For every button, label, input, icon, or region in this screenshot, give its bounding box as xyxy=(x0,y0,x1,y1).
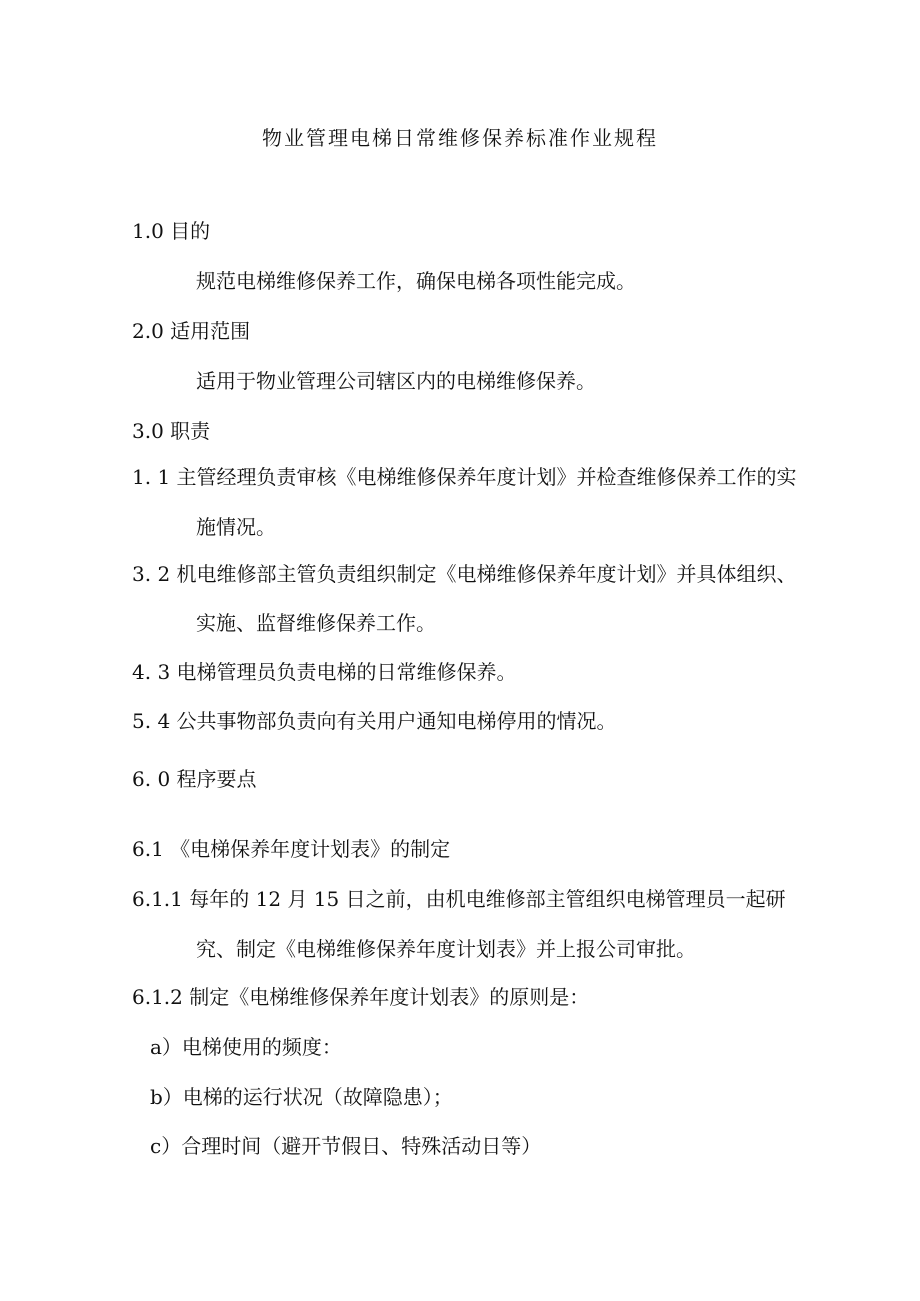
subsection-heading-6-1: 6.1 《电梯保养年度计划表》的制定 xyxy=(132,837,451,861)
list-item-6-1-1-cont: 究、制定《电梯维修保养年度计划表》并上报公司审批。 xyxy=(196,937,696,961)
section-heading-purpose: 1.0 目的 xyxy=(132,219,211,243)
paragraph-purpose: 规范电梯维修保养工作，确保电梯各项性能完成。 xyxy=(196,269,636,293)
list-item-responsibility-2: 3. 2 机电维修部主管负责组织制定《电梯维修保养年度计划》并具体组织、 xyxy=(132,562,797,586)
list-item-c: c）合理时间（避开节假日、特殊活动日等） xyxy=(150,1134,542,1158)
list-item-responsibility-3: 4. 3 电梯管理员负责电梯的日常维修保养。 xyxy=(132,660,517,684)
list-item-b: b）电梯的运行状况（故障隐患）； xyxy=(150,1085,453,1109)
section-heading-scope: 2.0 适用范围 xyxy=(132,319,251,343)
list-item-6-1-2: 6.1.2 制定《电梯维修保养年度计划表》的原则是： xyxy=(132,985,590,1009)
list-item-6-1-1: 6.1.1 每年的 12 月 15 日之前，由机电维修部主管组织电梯管理员一起研 xyxy=(132,887,786,911)
section-heading-procedure: 6. 0 程序要点 xyxy=(132,767,257,791)
list-item-responsibility-4: 5. 4 公共事物部负责向有关用户通知电梯停用的情况。 xyxy=(132,709,617,733)
section-heading-responsibilities: 3.0 职责 xyxy=(132,419,211,443)
document-title: 物业管理电梯日常维修保养标准作业规程 xyxy=(262,126,658,150)
list-item-responsibility-1: 1. 1 主管经理负责审核《电梯维修保养年度计划》并检查维修保养工作的实 xyxy=(132,465,797,489)
list-item-responsibility-1-cont: 施情况。 xyxy=(196,515,276,539)
list-item-responsibility-2-cont: 实施、监督维修保养工作。 xyxy=(196,611,436,635)
list-item-a: a）电梯使用的频度： xyxy=(150,1035,342,1059)
paragraph-scope: 适用于物业管理公司辖区内的电梯维修保养。 xyxy=(196,369,596,393)
